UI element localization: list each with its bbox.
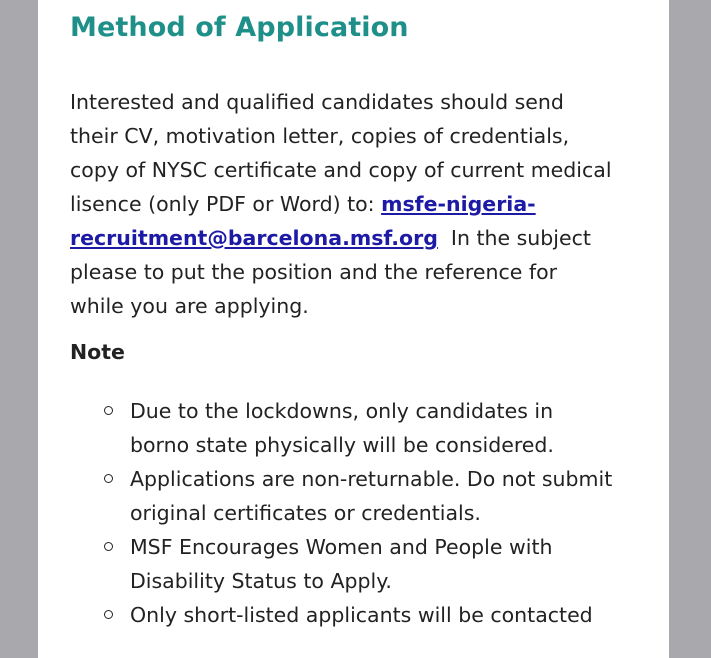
- list-item: [70, 462, 660, 530]
- list-item: [70, 394, 660, 462]
- paragraph-line: while you are applying.: [70, 294, 309, 318]
- list-item-text: Applications are non-returnable. Do not submit: [130, 467, 613, 491]
- notes-list: [70, 394, 660, 632]
- circle-bullet-icon: [104, 542, 113, 551]
- note-heading: Note: [70, 340, 125, 364]
- paragraph-line: Interested and qualified candidates should send: [70, 90, 564, 114]
- email-link-part: recruitment@barcelona.msf.org: [70, 226, 438, 250]
- paragraph-line: In the subject: [437, 226, 591, 250]
- circle-bullet-icon: [104, 610, 113, 619]
- list-item-text: borno state physically will be considered.: [130, 433, 554, 457]
- document-page: [38, 0, 669, 658]
- paragraph-line: copy of NYSC certificate and copy of current medical: [70, 158, 612, 182]
- paragraph-line: their CV, motivation letter, copies of credentials,: [70, 124, 570, 148]
- email-link-part: msfe-nigeria-: [381, 192, 536, 216]
- list-item-text: original certificates or credentials.: [130, 501, 481, 525]
- application-paragraph: [70, 85, 650, 323]
- list-item-text: Disability Status to Apply.: [130, 569, 392, 593]
- list-item-text: Due to the lockdowns, only candidates in: [130, 399, 554, 423]
- section-heading: Method of Application: [70, 12, 409, 43]
- circle-bullet-icon: [104, 406, 113, 415]
- list-item: [70, 530, 660, 598]
- circle-bullet-icon: [104, 474, 113, 483]
- list-item: [70, 598, 660, 632]
- list-item-text: MSF Encourages Women and People with: [130, 535, 553, 559]
- paragraph-line: lisence (only PDF or Word) to:: [70, 192, 382, 216]
- list-item-text: Only short-listed applicants will be contacted: [130, 603, 593, 627]
- paragraph-line: please to put the position and the reference for: [70, 260, 558, 284]
